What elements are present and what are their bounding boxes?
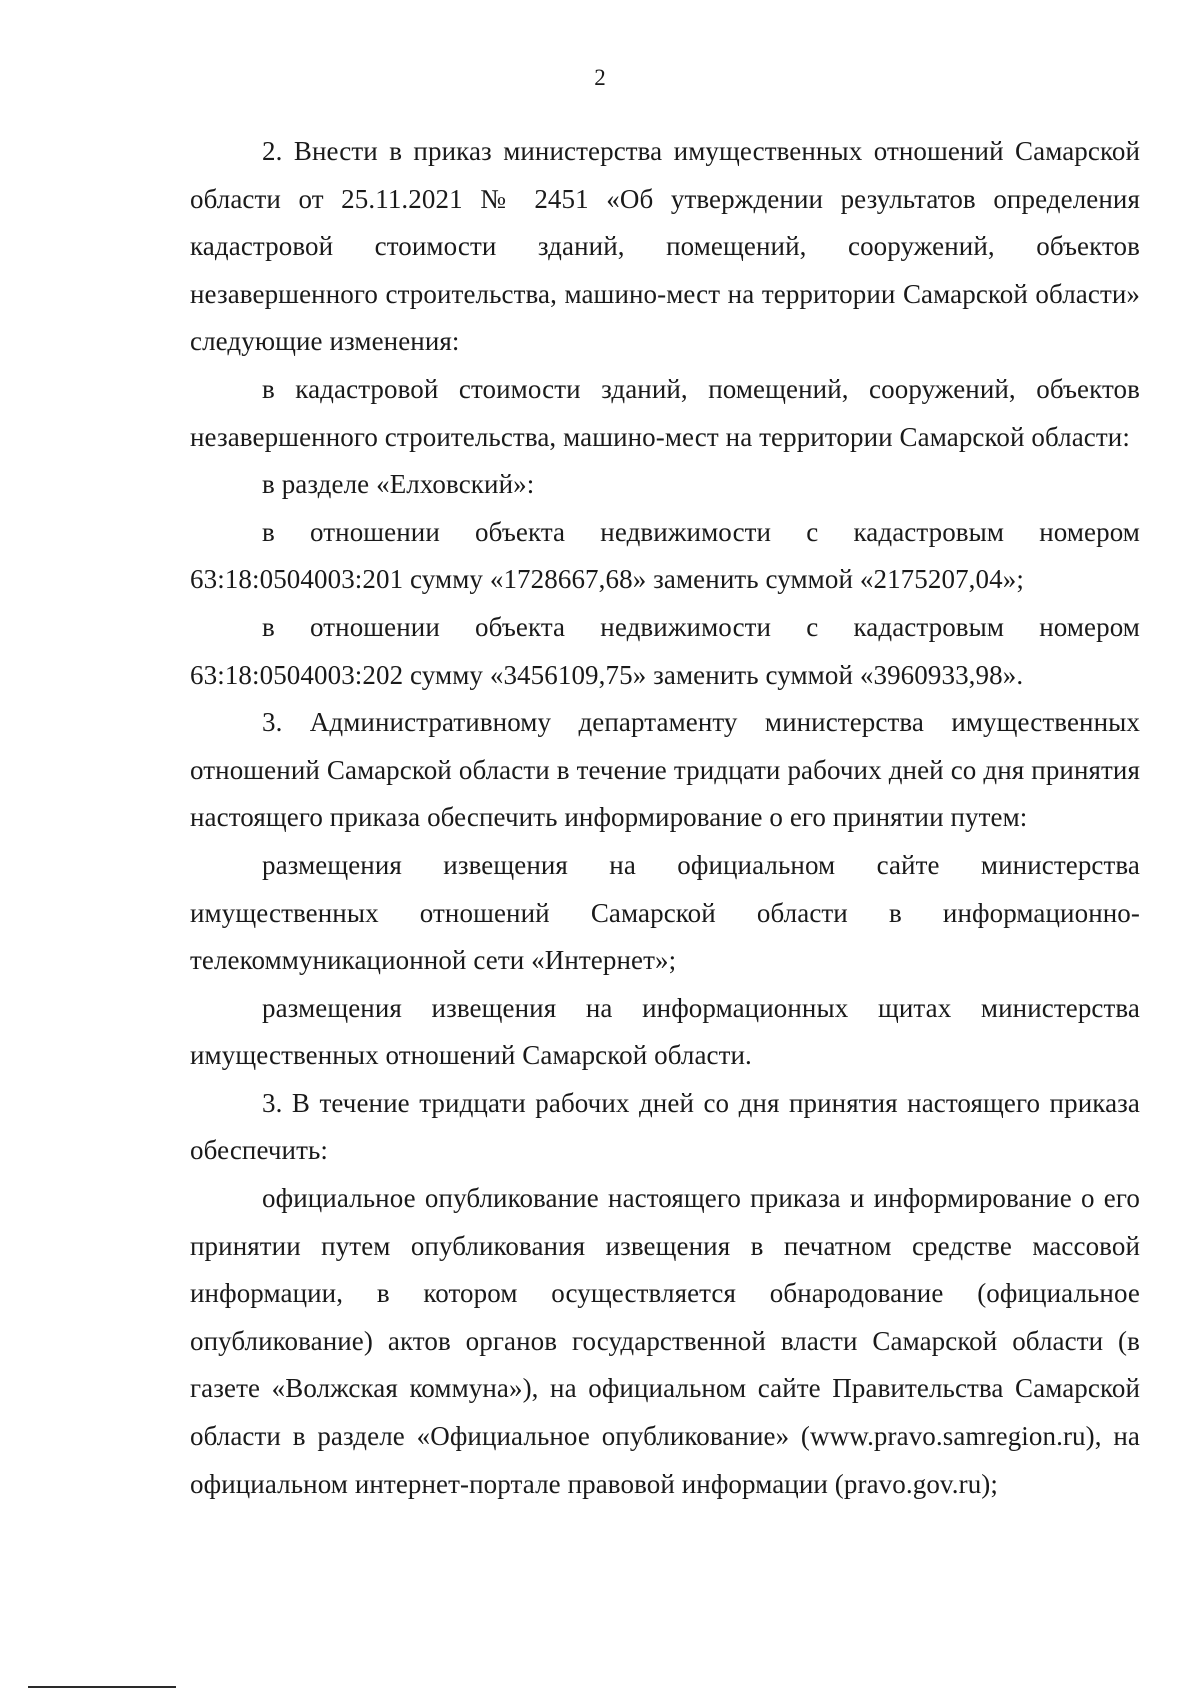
paragraph-admin-department: 3. Административному департаменту министерства имущественных отношений Самарской области в течение тридцати рабочих дней со дня принятия настоящего приказа обеспечить информирование о его принятии путем: <box>190 707 1140 833</box>
paragraph-cadastral-value: в кадастровой стоимости зданий, помещений, сооружений, объектов незавершенного строительства, машино-мест на территории Самарской области: <box>190 373 1140 452</box>
document-body <box>190 128 1140 1508</box>
footer-divider <box>28 1686 176 1688</box>
paragraph-section-elkhovsky: в разделе «Елховский»: <box>262 469 535 500</box>
paragraph-amend-order: 2. Внести в приказ министерства имущественных отношений Самарской области от 25.11.2021 № 2451 «Об утверждении результатов определения кадастровой стоимости зданий, помещений, сооружений, объектов незавершенного строительства, машино-мест на территории Самарской области» следующие изменения: <box>190 136 1140 357</box>
paragraph-official-publication: официальное опубликование настоящего приказа и информирование о его принятии путем опубликования извещения в печатном средстве массовой информации, в котором осуществляется обнародование (официальное опубликование) актов органов государственной власти Самарской области (в газете «Волжская коммуна»), на официальном сайте Правительства Самарской области в разделе «Официальное опубликование» (www.pravo.samregion.ru), на официальном интернет-портале правовой информации (pravo.gov.ru); <box>190 1183 1140 1499</box>
paragraph-thirty-days: 3. В течение тридцати рабочих дней со дня принятия настоящего приказа обеспечить: <box>190 1087 1140 1166</box>
page-number: 2 <box>594 65 606 90</box>
paragraph-object-202: в отношении объекта недвижимости с кадастровым номером 63:18:0504003:202 сумму «3456109,75» заменить суммой «3960933,98». <box>190 611 1140 690</box>
paragraph-object-201: в отношении объекта недвижимости с кадастровым номером 63:18:0504003:201 сумму «1728667,68» заменить суммой «2175207,04»; <box>190 516 1140 595</box>
paragraph-website-notice: размещения извещения на официальном сайте министерства имущественных отношений Самарской области в информационно-телекоммуникационной сети «Интернет»; <box>190 849 1140 976</box>
paragraph-board-notice: размещения извещения на информационных щитах министерства имущественных отношений Самарской области. <box>190 992 1140 1071</box>
